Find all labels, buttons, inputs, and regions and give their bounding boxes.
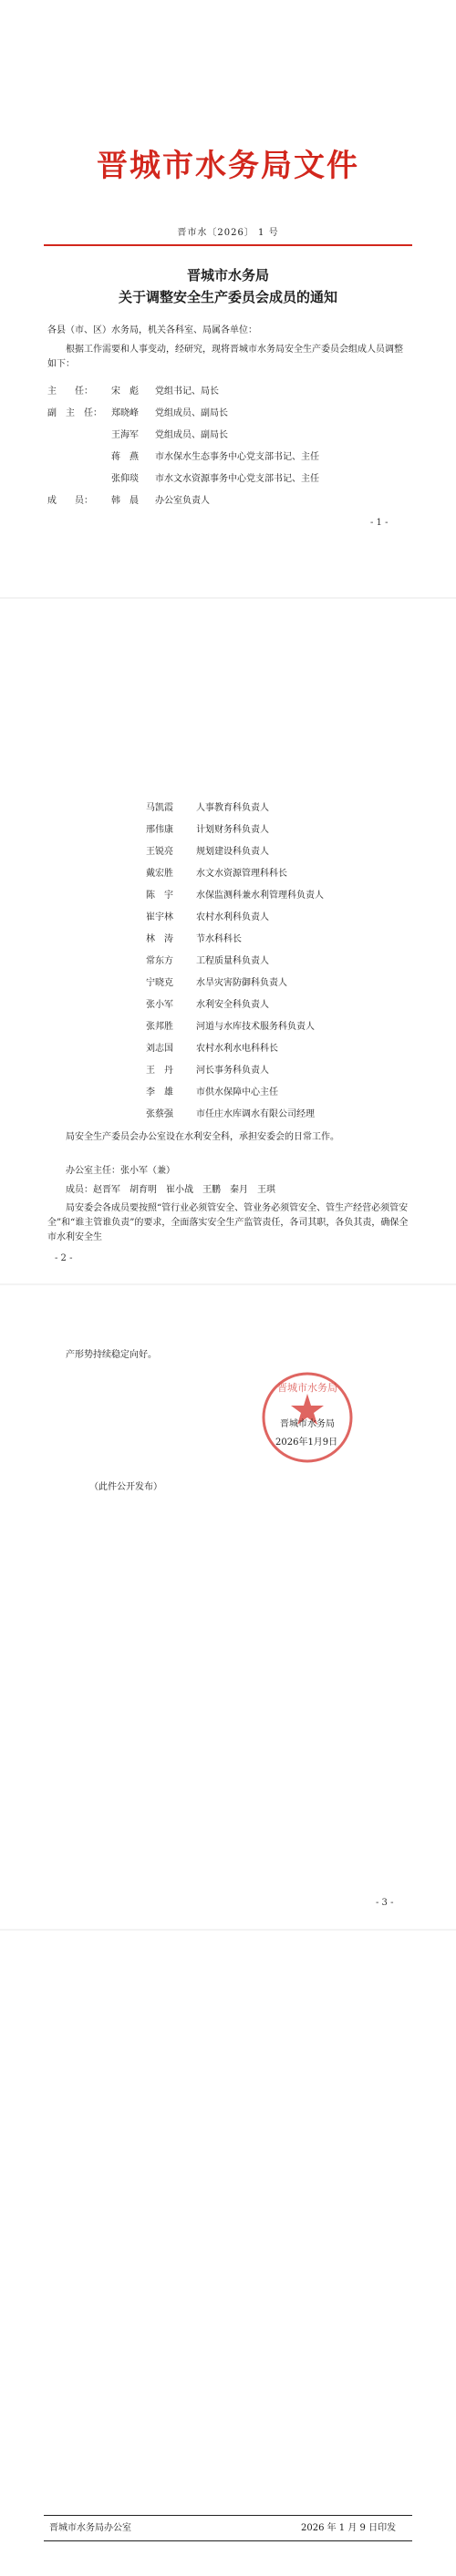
page-number: - 3 - bbox=[376, 1898, 394, 1908]
role-row bbox=[47, 495, 210, 508]
member-name: 张蔡强 bbox=[146, 1109, 173, 1119]
member-name: 宁晓克 bbox=[146, 978, 173, 988]
salutation: 各县（市、区）水务局，机关各科室、局属各单位： bbox=[47, 325, 257, 335]
document-header-title: 晋城市水务局文件 bbox=[97, 148, 359, 184]
signature-date: 2026年1月9日 bbox=[275, 1437, 338, 1448]
issue-date: 2026 年 1 月 9 日印发 bbox=[301, 2523, 397, 2533]
member-name: 林 涛 bbox=[146, 934, 173, 944]
member-name: 李 雄 bbox=[146, 1087, 173, 1097]
member-name: 戴宏胜 bbox=[146, 869, 173, 879]
role-row bbox=[47, 407, 228, 420]
publish-note: （此件公开发布） bbox=[89, 1482, 162, 1492]
member-name: 王 丹 bbox=[146, 1066, 173, 1076]
member-duty: 农村水利水电科科长 bbox=[196, 1044, 278, 1054]
role-row bbox=[47, 386, 219, 398]
office-members: 成员：赵晋军 胡育明 崔小战 王鹏 秦月 王琪 bbox=[66, 1185, 275, 1195]
member-name: 陈 宇 bbox=[146, 891, 173, 901]
member-name: 张小军 bbox=[146, 1000, 173, 1010]
member-name: 郑晓峰 bbox=[111, 408, 139, 418]
member-duty: 办公室负责人 bbox=[155, 496, 210, 506]
office-director: 办公室主任：张小军（兼） bbox=[66, 1166, 175, 1176]
intro-paragraph: 根据工作需要和人事变动，经研究，现将晋城市水务局安全生产委员会组成人员调整如下： bbox=[47, 345, 403, 369]
page-4 bbox=[0, 1931, 456, 2576]
member-name: 张仰琰 bbox=[111, 474, 139, 484]
member-name: 宋 彪 bbox=[111, 386, 139, 397]
page-3 bbox=[0, 1285, 456, 1929]
footer-top-line bbox=[44, 2515, 412, 2516]
requirement-paragraph: 局安委会各成员要按照“管行业必须管安全、管业务必须管安全、管生产经营必须管安全”和“谁主管谁负责”的要求，全面落实安全生产监管责任，各司其职，各负其责，确保全市水利安全生 bbox=[47, 1203, 409, 1242]
page-number: - 1 - bbox=[370, 518, 389, 528]
official-seal-icon bbox=[259, 1369, 356, 1466]
member-duty: 水利安全科负责人 bbox=[196, 1000, 269, 1010]
member-name: 马凯霞 bbox=[146, 803, 173, 813]
seal-text: 晋城市水务局 bbox=[277, 1382, 337, 1394]
role-label: 副 主 任： bbox=[47, 408, 102, 418]
member-name: 王锐亮 bbox=[146, 847, 173, 857]
header-divider bbox=[44, 244, 412, 246]
member-name: 刘志国 bbox=[146, 1044, 173, 1054]
member-duty: 党组成员、副局长 bbox=[155, 408, 228, 418]
member-name: 常东方 bbox=[146, 956, 173, 966]
member-name: 王海军 bbox=[111, 430, 139, 440]
page-number: - 2 - bbox=[55, 1253, 73, 1263]
role-label: 成 员： bbox=[47, 496, 93, 506]
page-1 bbox=[0, 0, 456, 597]
page-2 bbox=[0, 599, 456, 1283]
member-duty: 河长事务科负责人 bbox=[196, 1066, 269, 1076]
member-name: 邢伟康 bbox=[146, 825, 173, 835]
member-duty: 党组书记、局长 bbox=[155, 386, 219, 397]
issuer: 晋城市水务局办公室 bbox=[49, 2523, 131, 2533]
notice-title-line-1: 晋城市水务局 bbox=[186, 267, 269, 283]
member-duty: 计划财务科负责人 bbox=[196, 825, 269, 835]
member-name: 张邦胜 bbox=[146, 1022, 173, 1032]
member-name: 韩 晨 bbox=[111, 496, 139, 506]
notice-title-line-2: 关于调整安全生产委员会成员的通知 bbox=[118, 289, 337, 305]
role-row bbox=[47, 473, 319, 486]
member-duty: 节水科科长 bbox=[196, 934, 242, 944]
role-label: 主 任： bbox=[47, 386, 93, 397]
member-duty: 农村水利科负责人 bbox=[196, 912, 269, 922]
member-duty: 市水文水资源事务中心党支部书记、主任 bbox=[155, 474, 319, 484]
member-duty: 人事教育科负责人 bbox=[196, 803, 269, 813]
member-duty: 党组成员、副局长 bbox=[155, 430, 228, 440]
member-name: 崔宇林 bbox=[146, 912, 173, 922]
member-duty: 工程质量科负责人 bbox=[196, 956, 269, 966]
office-paragraph: 局安全生产委员会办公室设在水利安全科，承担安委会的日常工作。 bbox=[66, 1132, 339, 1142]
member-duty: 水文水资源管理科科长 bbox=[196, 869, 287, 879]
signature-organization: 晋城市水务局 bbox=[280, 1419, 335, 1429]
role-row bbox=[47, 429, 228, 442]
member-duty: 市供水保障中心主任 bbox=[196, 1087, 278, 1097]
footer-bottom-line bbox=[44, 2540, 412, 2541]
member-duty: 河道与水库技术服务科负责人 bbox=[196, 1022, 315, 1032]
continuation-text: 产形势持续稳定向好。 bbox=[66, 1350, 157, 1360]
member-duty: 规划建设科负责人 bbox=[196, 847, 269, 857]
member-duty: 市任庄水库调水有限公司经理 bbox=[196, 1109, 315, 1119]
role-row bbox=[47, 451, 319, 464]
member-duty: 水旱灾害防御科负责人 bbox=[196, 978, 287, 988]
document-number: 晋市水〔2026〕 1 号 bbox=[177, 228, 279, 238]
member-duty: 水保监测科兼水利管理科负责人 bbox=[196, 891, 324, 901]
member-duty: 市水保水生态事务中心党支部书记、主任 bbox=[155, 452, 319, 462]
member-name: 蒋 燕 bbox=[111, 452, 139, 462]
